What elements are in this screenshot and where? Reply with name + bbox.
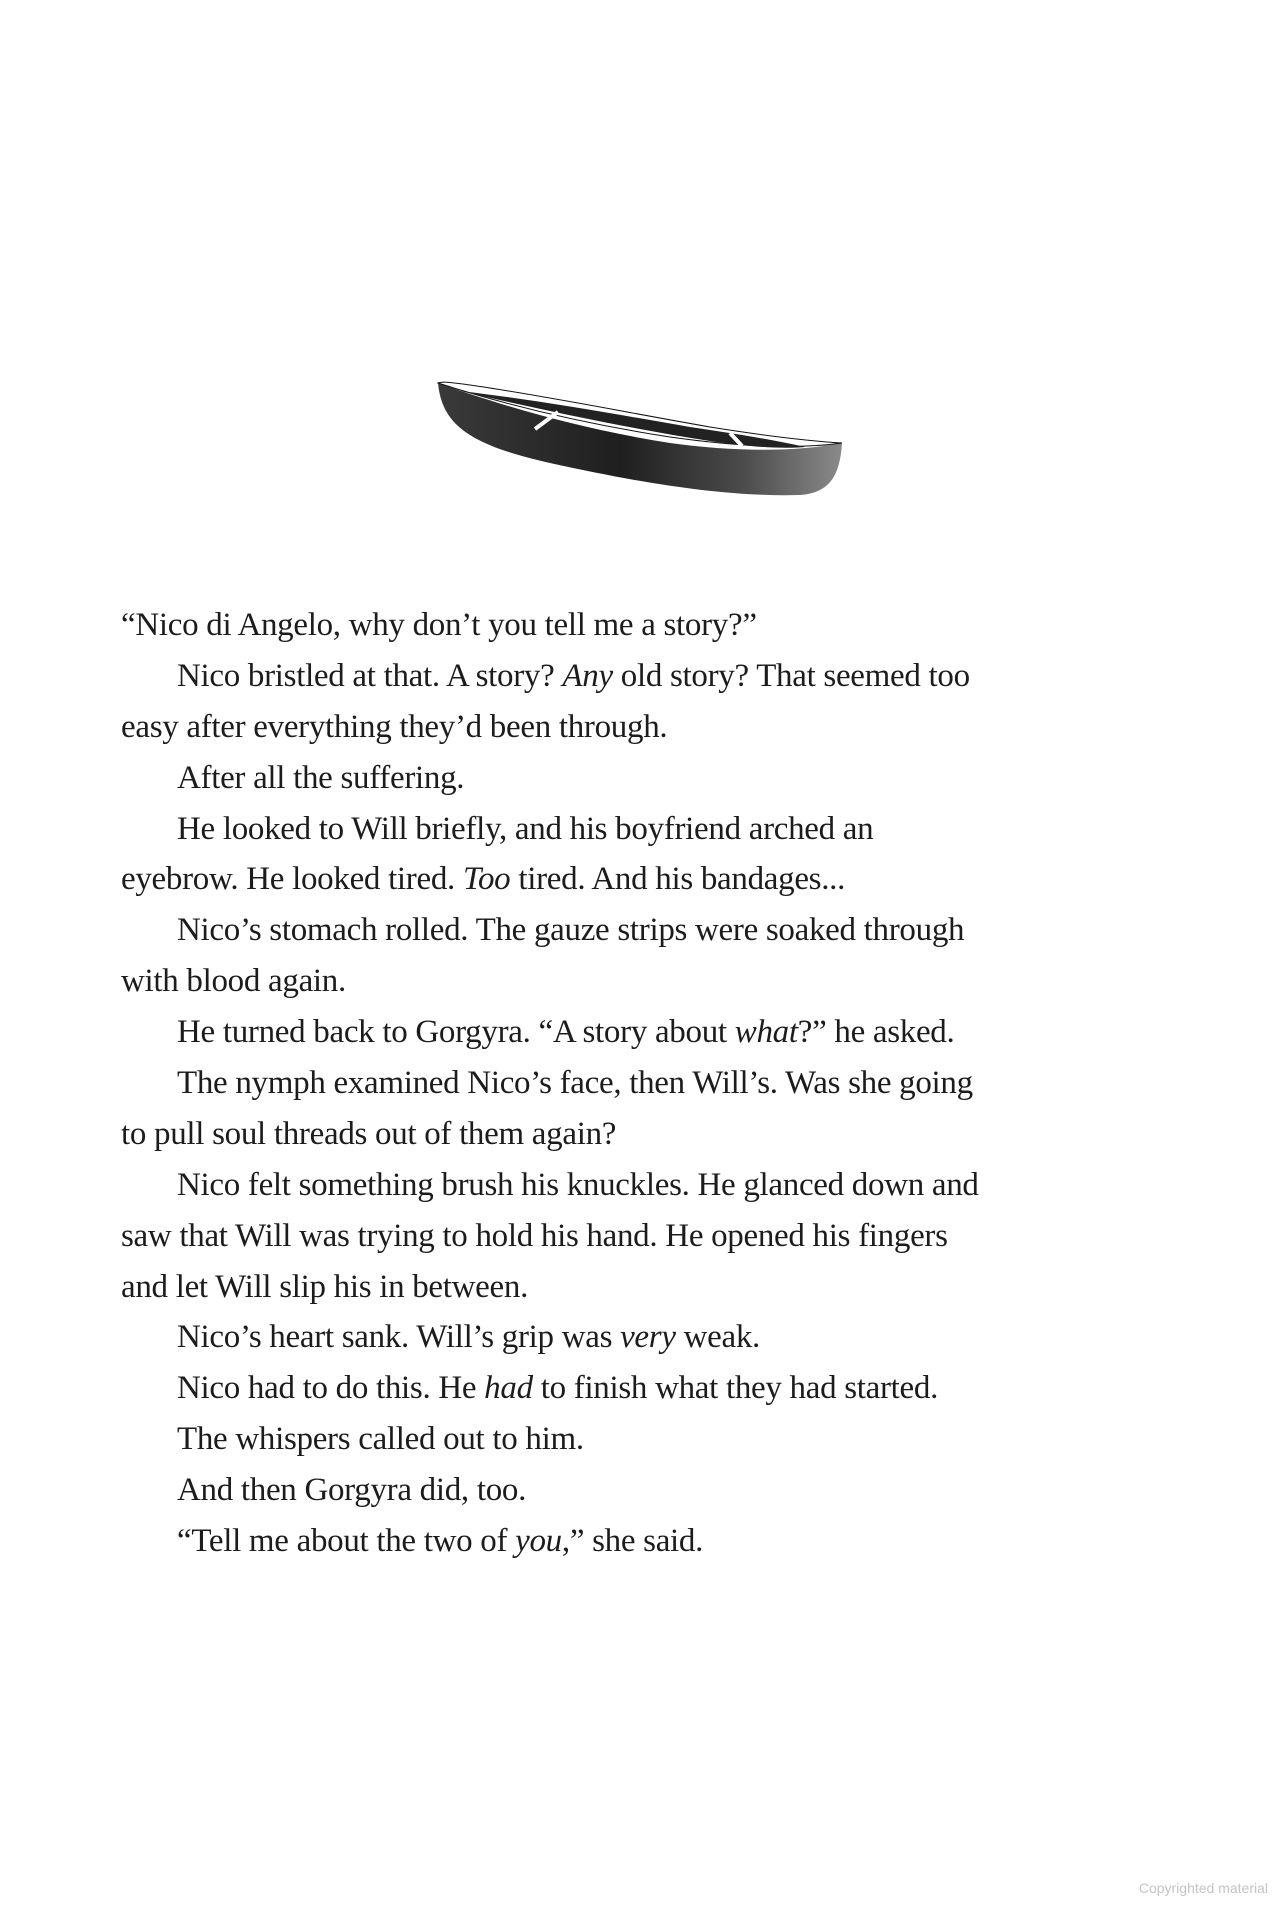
text-line: eyebrow. He looked tired. Too tired. And his bandages... (121, 861, 846, 898)
text-line: with blood again. (121, 963, 346, 1000)
text-line: Nico’s stomach rolled. The gauze strips were soaked through (177, 912, 965, 949)
text-line: Nico felt something brush his knuckles. He glanced down and (177, 1166, 979, 1203)
text-line: And then Gorgyra did, too. (177, 1472, 527, 1509)
copyright-watermark: Copyrighted material (1138, 1880, 1268, 1896)
text-line: “Tell me about the two of you,” she said. (177, 1523, 704, 1560)
emphasis: you (515, 1523, 562, 1560)
text-line: The nymph examined Nico’s face, then Will’s. Was she going (177, 1065, 973, 1102)
text-line: He looked to Will briefly, and his boyfriend arched an (177, 810, 874, 847)
text-line: and let Will slip his in between. (121, 1268, 529, 1305)
text-line: saw that Will was trying to hold his hand. He opened his fingers (121, 1217, 948, 1254)
text-line: to pull soul threads out of them again? (121, 1115, 617, 1152)
emphasis: what (734, 1014, 798, 1051)
text-line: He turned back to Gorgyra. “A story about what?” he asked. (177, 1014, 955, 1051)
emphasis: Any (562, 657, 613, 694)
emphasis: Too (462, 861, 511, 898)
emphasis: had (484, 1370, 533, 1407)
text-line: After all the suffering. (177, 759, 465, 796)
emphasis: very (620, 1319, 676, 1356)
text-line: Nico’s heart sank. Will’s grip was very weak. (177, 1319, 760, 1356)
text-line: Nico bristled at that. A story? Any old story? That seemed too (177, 657, 970, 694)
text-line: easy after everything they’d been through. (121, 708, 668, 745)
story-text (121, 600, 1161, 1567)
text-line: “Nico di Angelo, why don’t you tell me a story?” (121, 607, 757, 643)
text-line: Nico had to do this. He had to finish what they had started. (177, 1370, 939, 1407)
text-line: The whispers called out to him. (177, 1421, 584, 1458)
canoe-illustration (430, 355, 850, 505)
